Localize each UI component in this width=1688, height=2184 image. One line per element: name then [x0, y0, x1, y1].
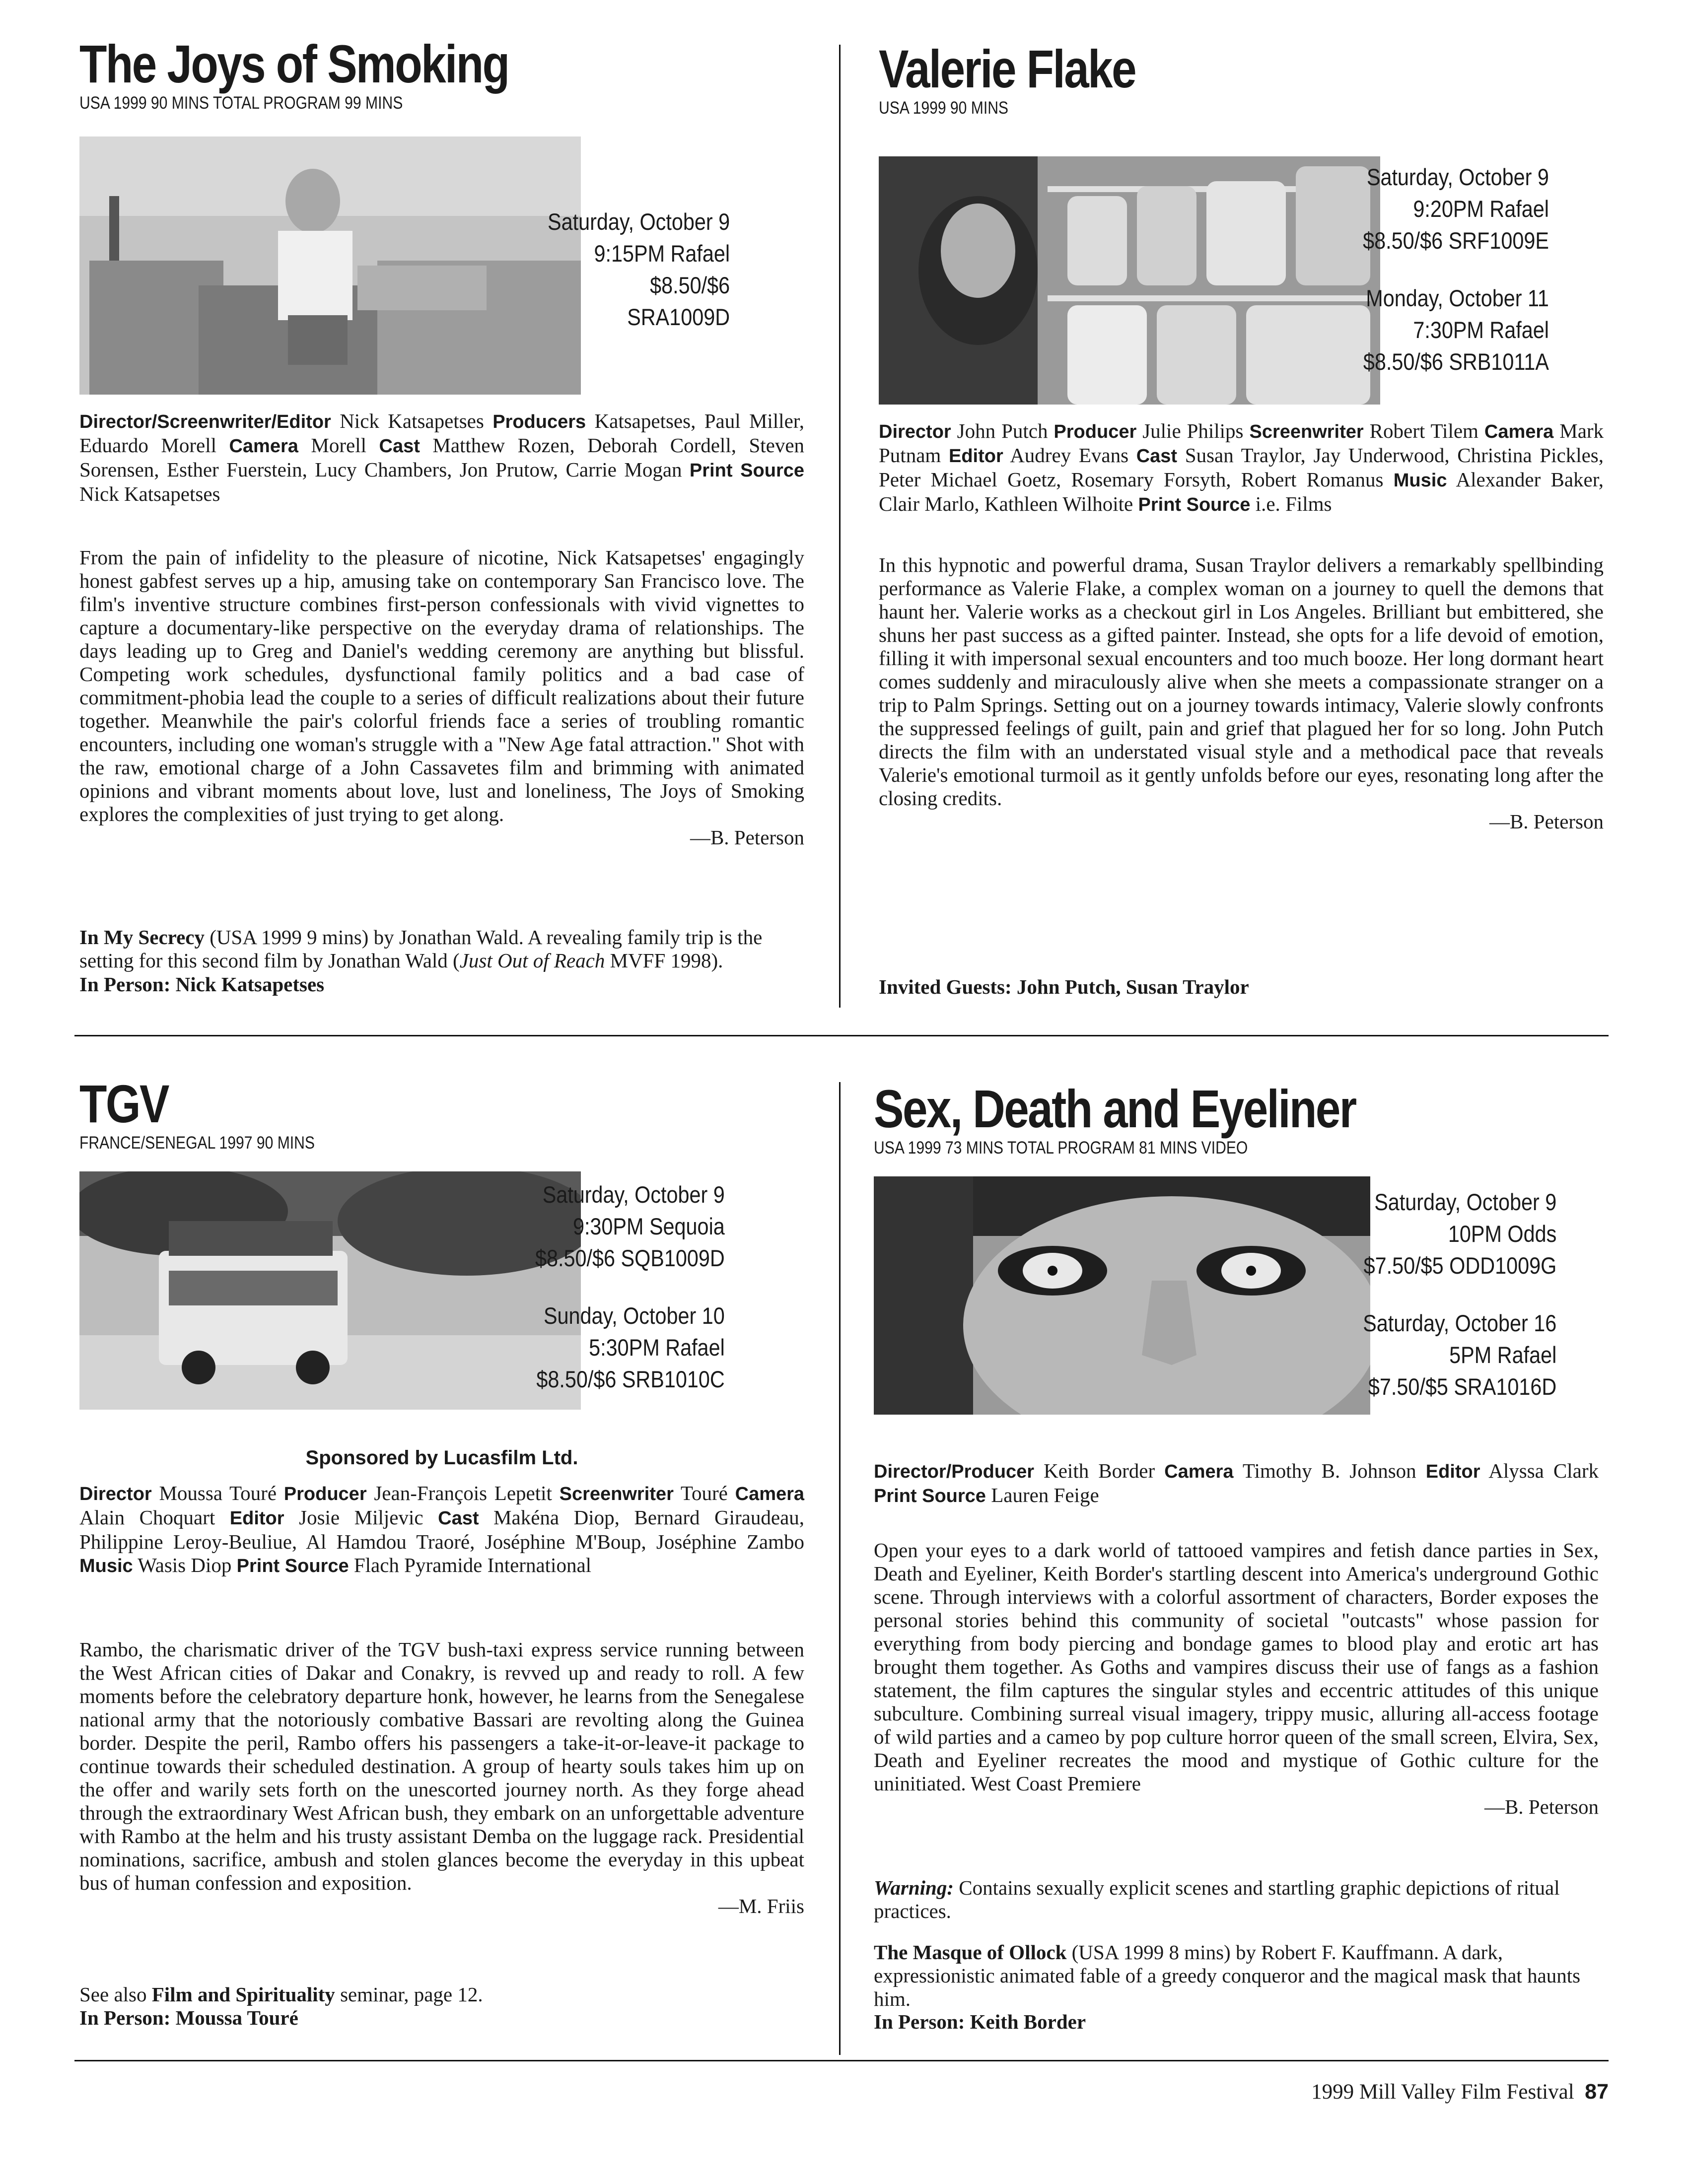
screening-date: Saturday, October 9	[547, 208, 730, 235]
screening-price-code: $8.50/$6 SRB1010C	[536, 1366, 725, 1392]
film-entry-valerie-flake	[879, 42, 1609, 1025]
see-also-note	[79, 1983, 483, 2006]
guest-label: In Person:	[79, 973, 171, 996]
credit-role: Screenwriter	[559, 1484, 674, 1504]
credit-role: Screenwriter	[1249, 421, 1364, 442]
film-entry-sex-death-eyeliner	[874, 1082, 1609, 2055]
credit-names: Lauren Feige	[991, 1484, 1099, 1506]
in-person-note	[79, 2006, 298, 2030]
screening-schedule	[509, 1179, 725, 1395]
row-divider	[74, 1035, 1609, 1036]
screening-code: SRA1009D	[627, 304, 730, 330]
film-synopsis	[79, 546, 804, 849]
short-film-title: The Masque of Ollock	[874, 1941, 1067, 1964]
credit-role: Print Source	[236, 1556, 349, 1576]
film-meta: USA 1999 90 MINS TOTAL PROGRAM 99 MINS	[79, 93, 403, 113]
credit-role: Camera	[1164, 1461, 1234, 1482]
film-credits	[879, 419, 1604, 517]
credit-names: Julie Philips	[1142, 419, 1244, 442]
screening-date: Saturday, October 16	[1362, 1310, 1556, 1336]
page-bottom-rule	[74, 2060, 1609, 2061]
short-film-title: In My Secrecy	[79, 926, 205, 949]
credit-role: Music	[1393, 470, 1447, 491]
guest-label: In Person:	[874, 2010, 965, 2033]
credit-names: Alexander Baker, Clair Marlo, Kathleen Wilhoite	[879, 468, 1604, 515]
credit-names: Moussa Touré	[159, 1482, 277, 1504]
credit-role: Cast	[1136, 446, 1178, 467]
credit-role: Editor	[1425, 1461, 1480, 1482]
credit-role: Producer	[283, 1484, 367, 1504]
screening-time-venue: 5:30PM Rafael	[589, 1334, 725, 1361]
film-title: TGV	[79, 1077, 168, 1134]
credit-role: Print Source	[1138, 494, 1251, 515]
credit-names: Nick Katsapetses	[79, 482, 220, 505]
guest-names: Keith Border	[970, 2010, 1086, 2033]
screening-time-venue: 7:30PM Rafael	[1413, 317, 1549, 343]
screening-price-code: $7.50/$5 SRA1016D	[1368, 1373, 1556, 1400]
festival-name: 1999 Mill Valley Film Festival	[1311, 2080, 1574, 2104]
film-synopsis	[874, 1539, 1599, 1819]
see-also-link-text[interactable]: Film and Spirituality	[151, 1983, 335, 2006]
short-film-reference-tail: MVFF 1998).	[605, 949, 723, 972]
film-title: The Joys of Smoking	[79, 37, 509, 94]
film-synopsis	[79, 1638, 804, 1918]
film-credits	[79, 410, 804, 506]
screening-time-venue: 9:30PM Sequoia	[573, 1213, 725, 1239]
credit-names: Flach Pyramide International	[353, 1554, 592, 1576]
credit-names: Morell	[311, 434, 366, 457]
synopsis-text: In this hypnotic and powerful drama, Susan Traylor delivers a remarkably spellbinding performance as Valerie Flake, a complex woman on a journey to quell the demons that haunt her. Valerie works as a checkout girl in Los Angeles. Brilliant but embittered, she shuns her past success as a gifted painter. Instead, she opts for a life devoid of emotion, filling it with impersonal sexual encounters and too much booze. Her long dormant heart comes suddenly and miraculously alive when she meets a compassionate stranger on a trip to Palm Springs. Setting out on a journey towards intimacy, Valerie slowly confronts the suppressed feelings of guilt, pain and grief that plagued her for so long. John Putch directs the film with an understated visual style and a methodical pace that reveals Valerie's emotional turmoil as it gently unfolds before our eyes, resonating long after the closing credits.	[879, 553, 1604, 810]
short-film-note	[874, 1941, 1599, 2011]
reviewer-signature: —M. Friis	[718, 1895, 804, 1917]
screening-date: Saturday, October 9	[542, 1181, 725, 1208]
credit-names: Alain Choquart	[79, 1506, 215, 1529]
sponsor-line: Sponsored by Lucasfilm Ltd.	[305, 1447, 578, 1469]
credit-names: Jean-François Lepetit	[374, 1482, 552, 1504]
credit-names: Mark Putnam	[879, 419, 1604, 467]
screening-date: Monday, October 11	[1366, 285, 1549, 311]
credit-role: Camera	[1484, 421, 1554, 442]
content-warning	[874, 1876, 1599, 1923]
film-entry-tgv	[79, 1077, 809, 2050]
reviewer-signature: —B. Peterson	[690, 826, 804, 849]
screening-schedule	[1336, 1186, 1556, 1403]
column-divider	[839, 1082, 841, 2055]
credit-role: Director	[879, 421, 951, 442]
screening-time-venue: 10PM Odds	[1448, 1221, 1556, 1247]
film-entry-joys-of-smoking	[79, 37, 809, 1030]
guest-names: John Putch, Susan Traylor	[1016, 975, 1249, 998]
credit-names: Makéna Diop, Bernard Giraudeau, Philippine Leroy-Beuliue, Al Hamdou Traoré, Joséphine M'Boup, Joséphine Zambo	[79, 1506, 805, 1553]
page-number: 87	[1585, 2080, 1609, 2104]
credit-role: Print Source	[689, 460, 804, 481]
credit-role: Producer	[1054, 421, 1137, 442]
screening-time-venue: 9:20PM Rafael	[1413, 196, 1549, 222]
film-still-image	[79, 1171, 581, 1410]
invited-guests-note	[879, 975, 1249, 999]
credit-role: Camera	[735, 1484, 805, 1504]
synopsis-text: Open your eyes to a dark world of tattooed vampires and fetish dance parties in Sex, Death and Eyeliner, Keith Border's startling descent into America's underground Gothic scene. Through interviews with a colorful assortment of characters, Border exposes the personal stories behind this community of societal "outcasts" whose passion for everything from body piercing and bondage games to blood play and erotic art has brought them together. As Goths and vampires discuss their use of fangs as a fashion statement, the film captures the singular styles and eccentric attitudes of this unique subculture. Combining surreal visual imagery, trippy music, alluring all-access footage of wild parties and a cameo by pop culture horror queen of the small screen, Elvira, Sex, Death and Eyeliner recreates the mood and mystique of Gothic culture for the uninitiated. West Coast Premiere	[874, 1539, 1599, 1795]
film-still-image	[879, 156, 1380, 405]
guest-names: Nick Katsapetses	[175, 973, 325, 996]
film-still-image	[874, 1176, 1370, 1415]
in-person-note	[79, 973, 324, 996]
short-film-info: (USA 1999 8 mins) by Robert F. Kauffmann. A dark, expressionistic animated fable of a greedy conqueror and the magical mask that haunts him.	[874, 1941, 1581, 2010]
screening-price-code: $8.50/$6 SRB1011A	[1363, 348, 1549, 375]
reviewer-signature: —B. Peterson	[1484, 1795, 1599, 1818]
credit-role: Cast	[379, 436, 420, 457]
credit-role: Music	[79, 1556, 133, 1576]
credit-role: Camera	[229, 436, 298, 457]
credit-names: Wasis Diop	[138, 1554, 232, 1576]
film-meta: FRANCE/SENEGAL 1997 90 MINS	[79, 1133, 315, 1153]
screening-time-venue: 9:15PM Rafael	[594, 240, 730, 267]
credit-role: Editor	[948, 446, 1003, 467]
reviewer-signature: —B. Peterson	[1489, 810, 1604, 833]
see-also-suffix: seminar, page 12.	[335, 1983, 483, 2006]
credit-names: Touré	[680, 1482, 728, 1504]
film-meta: USA 1999 90 MINS	[879, 98, 1009, 118]
screening-date: Saturday, October 9	[1366, 164, 1549, 190]
credit-names: i.e. Films	[1255, 492, 1332, 515]
film-credits	[79, 1482, 804, 1578]
screening-date: Saturday, October 9	[1374, 1189, 1556, 1215]
credit-names: Josie Miljevic	[299, 1506, 423, 1529]
credit-names: Timothy B. Johnson	[1242, 1459, 1416, 1482]
guest-names: Moussa Touré	[175, 2006, 298, 2029]
in-person-note	[874, 2010, 1086, 2034]
credit-role: Cast	[438, 1508, 479, 1529]
credit-names: Keith Border	[1044, 1459, 1155, 1482]
credit-names: Alyssa Clark	[1488, 1459, 1599, 1482]
film-meta: USA 1999 73 MINS TOTAL PROGRAM 81 MINS VIDEO	[874, 1138, 1248, 1158]
credit-names: John Putch	[957, 419, 1048, 442]
synopsis-text: From the pain of infidelity to the pleasure of nicotine, Nick Katsapetses' engagingly honest gabfest serves up a hip, amusing take on contemporary San Francisco love. The film's inventive structure combines first-person confessionals with vivid vignettes to capture a documentary-like perspective on the everyday drama of relationships. The days leading up to Greg and Daniel's wedding ceremony are anything but blissful. Competing work schedules, dysfunctional family politics and a bad case of commitment-phobia lead the couple to a series of difficult realizations about their future together. Meanwhile the pair's colorful friends face a series of troubling romantic encounters, including one woman's struggle with a "New Age fatal attraction." Shot with the raw, emotional charge of a John Cassavetes film and brimming with animated opinions and vibrant moments about love, lust and loneliness, The Joys of Smoking explores the complexities of just trying to get along.	[79, 546, 804, 825]
film-title: Sex, Death and Eyeliner	[874, 1082, 1356, 1139]
credit-role: Editor	[229, 1508, 284, 1529]
film-synopsis	[879, 553, 1604, 833]
credit-role: Director/Screenwriter/Editor	[79, 411, 331, 432]
column-divider	[839, 45, 841, 1008]
short-film-info: (USA 1999 9 mins) by Jonathan Wald. A revealing family trip is the setting for this second film by Jonathan Wald (	[79, 926, 763, 972]
screening-date: Sunday, October 10	[544, 1302, 725, 1329]
screening-time-venue: 5PM Rafael	[1449, 1342, 1556, 1368]
credit-names: Nick Katsapetses	[340, 410, 484, 432]
screening-price: $8.50/$6	[650, 272, 730, 298]
credit-role: Director/Producer	[874, 1461, 1035, 1482]
page-footer	[1311, 2080, 1609, 2104]
credit-role: Print Source	[874, 1486, 986, 1506]
guest-label: Invited Guests:	[879, 975, 1012, 998]
credit-names: Matthew Rozen, Deborah Cordell, Steven Sorensen, Esther Fuerstein, Lucy Chambers, Jon Prutow, Carrie Mogan	[79, 434, 805, 481]
film-credits	[874, 1459, 1599, 1508]
film-title: Valerie Flake	[879, 42, 1136, 99]
screening-schedule	[1337, 161, 1549, 378]
credit-names: Katsapetses, Paul Miller, Eduardo Morell	[79, 410, 805, 457]
guest-label: In Person:	[79, 2006, 171, 2029]
short-film-note	[79, 926, 804, 972]
screening-price-code: $8.50/$6 SRF1009E	[1363, 227, 1549, 254]
credit-names: Audrey Evans	[1010, 444, 1129, 467]
short-film-reference: Just Out of Reach	[459, 949, 605, 972]
synopsis-text: Rambo, the charismatic driver of the TGV bush-taxi express service running between the West African cities of Dakar and Conakry, is revved up and ready to roll. A few moments before the celebratory departure honk, however, he learns from the Senegalese national army that the notoriously combative Bassari are revolting along the Guinea border. Despite the peril, Rambo offers his passengers a take-it-or-leave-it package to continue towards their scheduled destination. A group of hearty souls takes him up on the offer and warily sets forth on the unescorted journey north. As they forge ahead through the extraordinary West African bush, they embark on an unforgettable adventure with Rambo at the helm and his trusty assistant Demba on the luggage rack. Presidential nominations, sacrifice, ambush and stolen glances become the everyday in this upbeat bus of human confession and exposition.	[79, 1638, 804, 1894]
warning-label: Warning:	[874, 1876, 954, 1899]
film-still-image	[79, 136, 581, 395]
screening-price-code: $7.50/$5 ODD1009G	[1363, 1252, 1556, 1279]
screening-schedule	[523, 206, 730, 333]
warning-text: Contains sexually explicit scenes and startling graphic depictions of ritual practices.	[874, 1876, 1560, 1922]
credit-role: Producers	[492, 411, 586, 432]
screening-price-code: $8.50/$6 SQB1009D	[535, 1245, 725, 1271]
credit-names: Susan Traylor, Jay Underwood, Christina Pickles, Peter Michael Goetz, Rosemary Forsyth, Robert Romanus	[879, 444, 1604, 491]
credit-names: Robert Tilem	[1369, 419, 1478, 442]
see-also-prefix: See also	[79, 1983, 152, 2006]
credit-role: Director	[79, 1484, 152, 1504]
